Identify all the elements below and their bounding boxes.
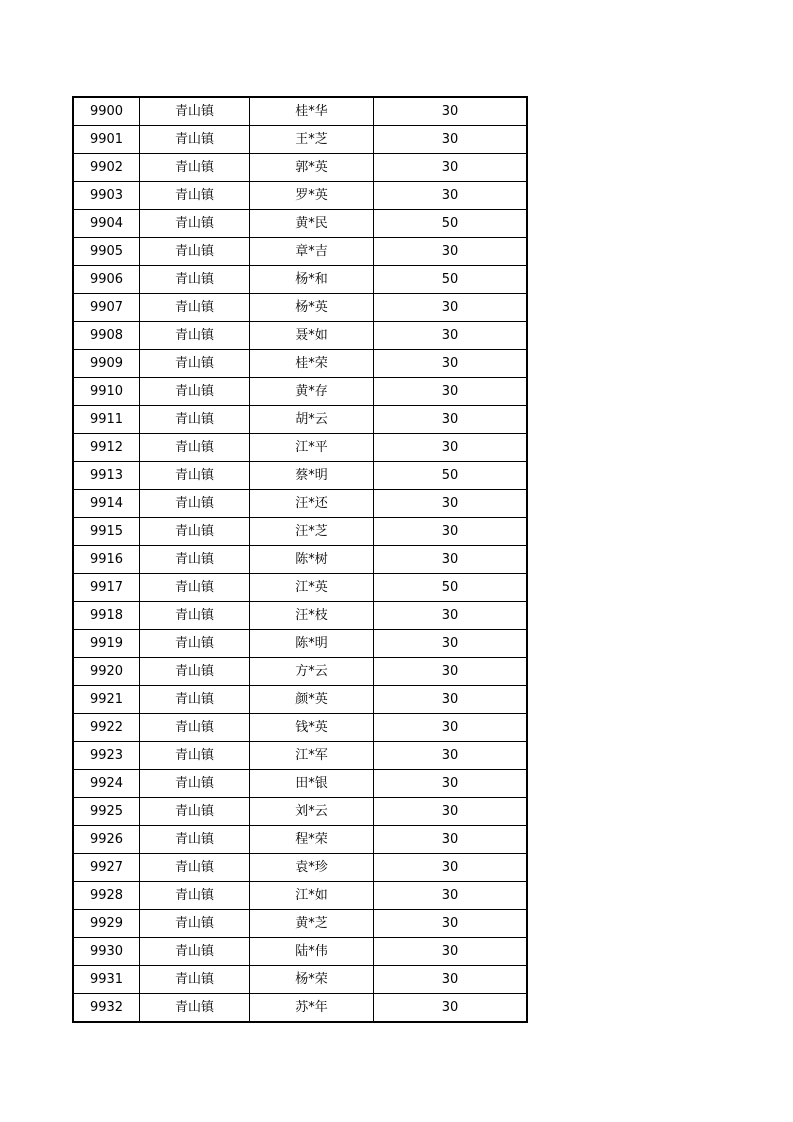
table-row <box>73 882 527 910</box>
table-row <box>73 378 527 406</box>
row-number-cell: 9905 <box>73 238 140 266</box>
name-cell: 黄*存 <box>250 378 374 406</box>
amount-cell: 30 <box>374 714 528 742</box>
table-row <box>73 434 527 462</box>
amount-cell: 30 <box>374 182 528 210</box>
amount-cell: 30 <box>374 406 528 434</box>
row-number-cell: 9911 <box>73 406 140 434</box>
amount-cell: 30 <box>374 546 528 574</box>
table-row <box>73 182 527 210</box>
town-cell: 青山镇 <box>140 966 250 994</box>
table-row <box>73 266 527 294</box>
name-cell: 桂*华 <box>250 97 374 126</box>
name-cell: 刘*云 <box>250 798 374 826</box>
table-row <box>73 994 527 1023</box>
town-cell: 青山镇 <box>140 266 250 294</box>
town-cell: 青山镇 <box>140 322 250 350</box>
name-cell: 苏*年 <box>250 994 374 1023</box>
table-row <box>73 938 527 966</box>
town-cell: 青山镇 <box>140 854 250 882</box>
row-number-cell: 9932 <box>73 994 140 1023</box>
town-cell: 青山镇 <box>140 686 250 714</box>
town-cell: 青山镇 <box>140 462 250 490</box>
row-number-cell: 9929 <box>73 910 140 938</box>
row-number-cell: 9923 <box>73 742 140 770</box>
name-cell: 黄*芝 <box>250 910 374 938</box>
amount-cell: 30 <box>374 994 528 1023</box>
amount-cell: 30 <box>374 294 528 322</box>
name-cell: 杨*荣 <box>250 966 374 994</box>
row-number-cell: 9908 <box>73 322 140 350</box>
table-row <box>73 742 527 770</box>
name-cell: 罗*英 <box>250 182 374 210</box>
town-cell: 青山镇 <box>140 630 250 658</box>
row-number-cell: 9910 <box>73 378 140 406</box>
name-cell: 蔡*明 <box>250 462 374 490</box>
name-cell: 郭*英 <box>250 154 374 182</box>
row-number-cell: 9921 <box>73 686 140 714</box>
table-row <box>73 210 527 238</box>
row-number-cell: 9919 <box>73 630 140 658</box>
table-body <box>73 97 527 1022</box>
amount-cell: 30 <box>374 378 528 406</box>
amount-cell: 50 <box>374 210 528 238</box>
row-number-cell: 9927 <box>73 854 140 882</box>
row-number-cell: 9925 <box>73 798 140 826</box>
town-cell: 青山镇 <box>140 546 250 574</box>
amount-cell: 50 <box>374 462 528 490</box>
table-row <box>73 798 527 826</box>
town-cell: 青山镇 <box>140 910 250 938</box>
table-row <box>73 294 527 322</box>
table-row <box>73 658 527 686</box>
name-cell: 章*吉 <box>250 238 374 266</box>
town-cell: 青山镇 <box>140 490 250 518</box>
table-row <box>73 462 527 490</box>
row-number-cell: 9924 <box>73 770 140 798</box>
amount-cell: 30 <box>374 686 528 714</box>
table-row <box>73 126 527 154</box>
data-table <box>72 96 528 1023</box>
name-cell: 杨*和 <box>250 266 374 294</box>
row-number-cell: 9901 <box>73 126 140 154</box>
amount-cell: 30 <box>374 938 528 966</box>
name-cell: 王*芝 <box>250 126 374 154</box>
amount-cell: 30 <box>374 126 528 154</box>
table-row <box>73 518 527 546</box>
table-row <box>73 966 527 994</box>
table-row <box>73 854 527 882</box>
amount-cell: 30 <box>374 238 528 266</box>
row-number-cell: 9916 <box>73 546 140 574</box>
town-cell: 青山镇 <box>140 182 250 210</box>
table-row <box>73 602 527 630</box>
town-cell: 青山镇 <box>140 742 250 770</box>
town-cell: 青山镇 <box>140 238 250 266</box>
row-number-cell: 9914 <box>73 490 140 518</box>
table-row <box>73 97 527 126</box>
row-number-cell: 9920 <box>73 658 140 686</box>
town-cell: 青山镇 <box>140 658 250 686</box>
name-cell: 江*英 <box>250 574 374 602</box>
row-number-cell: 9926 <box>73 826 140 854</box>
town-cell: 青山镇 <box>140 770 250 798</box>
town-cell: 青山镇 <box>140 602 250 630</box>
town-cell: 青山镇 <box>140 97 250 126</box>
town-cell: 青山镇 <box>140 294 250 322</box>
name-cell: 江*如 <box>250 882 374 910</box>
town-cell: 青山镇 <box>140 938 250 966</box>
amount-cell: 50 <box>374 574 528 602</box>
town-cell: 青山镇 <box>140 406 250 434</box>
table-row <box>73 406 527 434</box>
amount-cell: 30 <box>374 854 528 882</box>
amount-cell: 30 <box>374 910 528 938</box>
town-cell: 青山镇 <box>140 518 250 546</box>
table-row <box>73 714 527 742</box>
town-cell: 青山镇 <box>140 378 250 406</box>
row-number-cell: 9928 <box>73 882 140 910</box>
amount-cell: 30 <box>374 826 528 854</box>
name-cell: 聂*如 <box>250 322 374 350</box>
row-number-cell: 9917 <box>73 574 140 602</box>
name-cell: 袁*珍 <box>250 854 374 882</box>
row-number-cell: 9909 <box>73 350 140 378</box>
town-cell: 青山镇 <box>140 714 250 742</box>
name-cell: 黄*民 <box>250 210 374 238</box>
table-row <box>73 574 527 602</box>
amount-cell: 30 <box>374 966 528 994</box>
name-cell: 陈*树 <box>250 546 374 574</box>
name-cell: 颜*英 <box>250 686 374 714</box>
amount-cell: 30 <box>374 97 528 126</box>
town-cell: 青山镇 <box>140 154 250 182</box>
row-number-cell: 9900 <box>73 97 140 126</box>
name-cell: 陈*明 <box>250 630 374 658</box>
row-number-cell: 9902 <box>73 154 140 182</box>
amount-cell: 30 <box>374 350 528 378</box>
town-cell: 青山镇 <box>140 350 250 378</box>
table-row <box>73 350 527 378</box>
name-cell: 胡*云 <box>250 406 374 434</box>
table-row <box>73 686 527 714</box>
name-cell: 陆*伟 <box>250 938 374 966</box>
row-number-cell: 9930 <box>73 938 140 966</box>
row-number-cell: 9903 <box>73 182 140 210</box>
amount-cell: 30 <box>374 154 528 182</box>
amount-cell: 30 <box>374 658 528 686</box>
town-cell: 青山镇 <box>140 882 250 910</box>
table-row <box>73 630 527 658</box>
row-number-cell: 9912 <box>73 434 140 462</box>
name-cell: 田*银 <box>250 770 374 798</box>
table-row <box>73 322 527 350</box>
name-cell: 汪*还 <box>250 490 374 518</box>
name-cell: 杨*英 <box>250 294 374 322</box>
row-number-cell: 9907 <box>73 294 140 322</box>
amount-cell: 30 <box>374 742 528 770</box>
amount-cell: 30 <box>374 798 528 826</box>
table-row <box>73 490 527 518</box>
amount-cell: 50 <box>374 266 528 294</box>
row-number-cell: 9915 <box>73 518 140 546</box>
table-row <box>73 910 527 938</box>
amount-cell: 30 <box>374 490 528 518</box>
town-cell: 青山镇 <box>140 574 250 602</box>
table-row <box>73 154 527 182</box>
table-row <box>73 546 527 574</box>
town-cell: 青山镇 <box>140 210 250 238</box>
amount-cell: 30 <box>374 882 528 910</box>
amount-cell: 30 <box>374 770 528 798</box>
row-number-cell: 9904 <box>73 210 140 238</box>
row-number-cell: 9913 <box>73 462 140 490</box>
row-number-cell: 9918 <box>73 602 140 630</box>
name-cell: 汪*枝 <box>250 602 374 630</box>
table-row <box>73 238 527 266</box>
name-cell: 桂*荣 <box>250 350 374 378</box>
row-number-cell: 9906 <box>73 266 140 294</box>
name-cell: 汪*芝 <box>250 518 374 546</box>
name-cell: 方*云 <box>250 658 374 686</box>
name-cell: 钱*英 <box>250 714 374 742</box>
row-number-cell: 9931 <box>73 966 140 994</box>
name-cell: 江*平 <box>250 434 374 462</box>
table-row <box>73 770 527 798</box>
town-cell: 青山镇 <box>140 994 250 1023</box>
town-cell: 青山镇 <box>140 798 250 826</box>
amount-cell: 30 <box>374 434 528 462</box>
amount-cell: 30 <box>374 630 528 658</box>
table-row <box>73 826 527 854</box>
name-cell: 江*军 <box>250 742 374 770</box>
town-cell: 青山镇 <box>140 434 250 462</box>
name-cell: 程*荣 <box>250 826 374 854</box>
amount-cell: 30 <box>374 518 528 546</box>
amount-cell: 30 <box>374 602 528 630</box>
amount-cell: 30 <box>374 322 528 350</box>
row-number-cell: 9922 <box>73 714 140 742</box>
town-cell: 青山镇 <box>140 126 250 154</box>
town-cell: 青山镇 <box>140 826 250 854</box>
